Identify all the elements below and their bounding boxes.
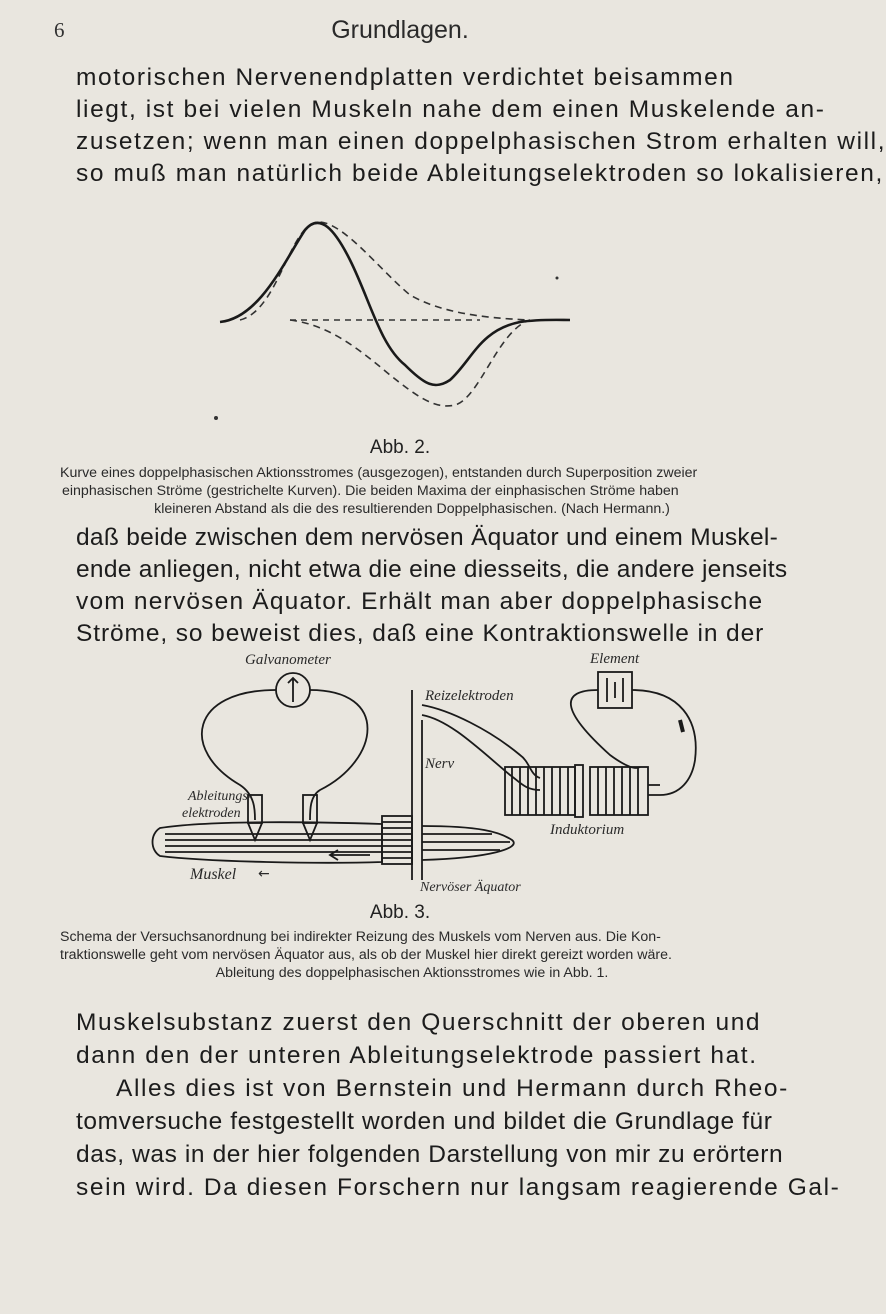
text-line: ende anliegen, nicht etwa die eine diesseits, die andere jenseits <box>76 556 788 583</box>
text-line: daß beide zwischen dem nervösen Äquator und einem Muskel- <box>76 524 779 551</box>
text-line: Ströme, so beweist dies, daß eine Kontraktionswelle in der <box>76 620 765 647</box>
page-header <box>0 12 800 52</box>
label-reizelektroden: Reizelektroden <box>425 688 514 704</box>
monophasic-curve-positive <box>240 222 530 320</box>
label-muskel: Muskel <box>190 866 237 883</box>
text-line: liegt, ist bei vielen Muskeln nahe dem einen Muskelende an- <box>76 96 826 123</box>
caption-line: einphasischen Ströme (gestrichelte Kurven). Die beiden Maxima der einphasischen Ströme haben <box>62 483 679 499</box>
text-line: das, was in der hier folgenden Darstellung von mir zu erörtern <box>76 1141 784 1168</box>
caption-line: Ableitung des doppelphasischen Aktionsstromes wie in Abb. 1. <box>215 965 609 981</box>
label-ableitungs-1: Ableitungs- <box>188 789 253 804</box>
running-title: Grundlagen. <box>331 16 469 44</box>
caption-line: kleineren Abstand als die des resultierenden Doppelphasischen. (Nach Hermann.) <box>154 501 670 517</box>
figure-3-caption <box>60 928 764 982</box>
text-line: Alles dies ist von Bernstein und Hermann durch Rheo- <box>116 1075 789 1102</box>
paragraph-1 <box>76 62 886 190</box>
label-ableitungs-2: elektroden <box>182 806 241 821</box>
text-line: motorischen Nervenendplatten verdichtet beisammen <box>76 64 735 91</box>
page-number: 6 <box>54 18 65 42</box>
caption-line: Schema der Versuchsanordnung bei indirekter Reizung des Muskels vom Nerven aus. Die Kon- <box>60 929 661 945</box>
figure-2-caption <box>60 464 764 518</box>
figure-2-label: Abb. 2. <box>369 437 431 458</box>
arrow-left-icon: ← <box>258 866 270 882</box>
label-galvanometer: Galvanometer <box>245 652 331 668</box>
text-line: Muskelsubstanz zuerst den Querschnitt der oberen und <box>76 1009 762 1036</box>
caption-line: traktionswelle geht vom nervösen Äquator aus, als ob der Muskel hier direkt gereizt worden wäre. <box>60 947 672 963</box>
induktorium-coil <box>505 767 575 815</box>
text-line: sein wird. Da diesen Forschern nur langsam reagierende Gal- <box>76 1174 841 1201</box>
label-aequator: Nervöser Äquator <box>420 880 521 895</box>
figure-2-diagram <box>180 200 620 430</box>
nerv-shape <box>422 826 514 860</box>
paragraph-2 <box>76 522 788 650</box>
figure-3-label: Abb. 3. <box>369 902 431 923</box>
label-element: Element <box>590 651 640 667</box>
muskel-shape <box>153 822 383 863</box>
label-induktorium: Induktorium <box>550 822 625 838</box>
text-line: so muß man natürlich beide Ableitungselektroden so lokalisieren, <box>76 160 884 187</box>
caption-line: Kurve eines doppelphasischen Aktionsstromes (ausgezogen), entstanden durch Superposition zweier <box>60 465 698 481</box>
paragraph-3 <box>76 1006 841 1204</box>
figure-3-diagram <box>120 650 740 880</box>
label-nerv: Nerv <box>425 756 455 772</box>
text-line: dann den der unteren Ableitungselektrode passiert hat. <box>76 1042 758 1069</box>
text-line: tomversuche festgestellt worden und bildet die Grundlage für <box>76 1108 773 1135</box>
text-line: zusetzen; wenn man einen doppelphasischen Strom erhalten will, <box>76 128 886 155</box>
text-line: vom nervösen Äquator. Erhält man aber doppelphasische <box>76 588 764 615</box>
biphasic-curve <box>220 223 570 385</box>
